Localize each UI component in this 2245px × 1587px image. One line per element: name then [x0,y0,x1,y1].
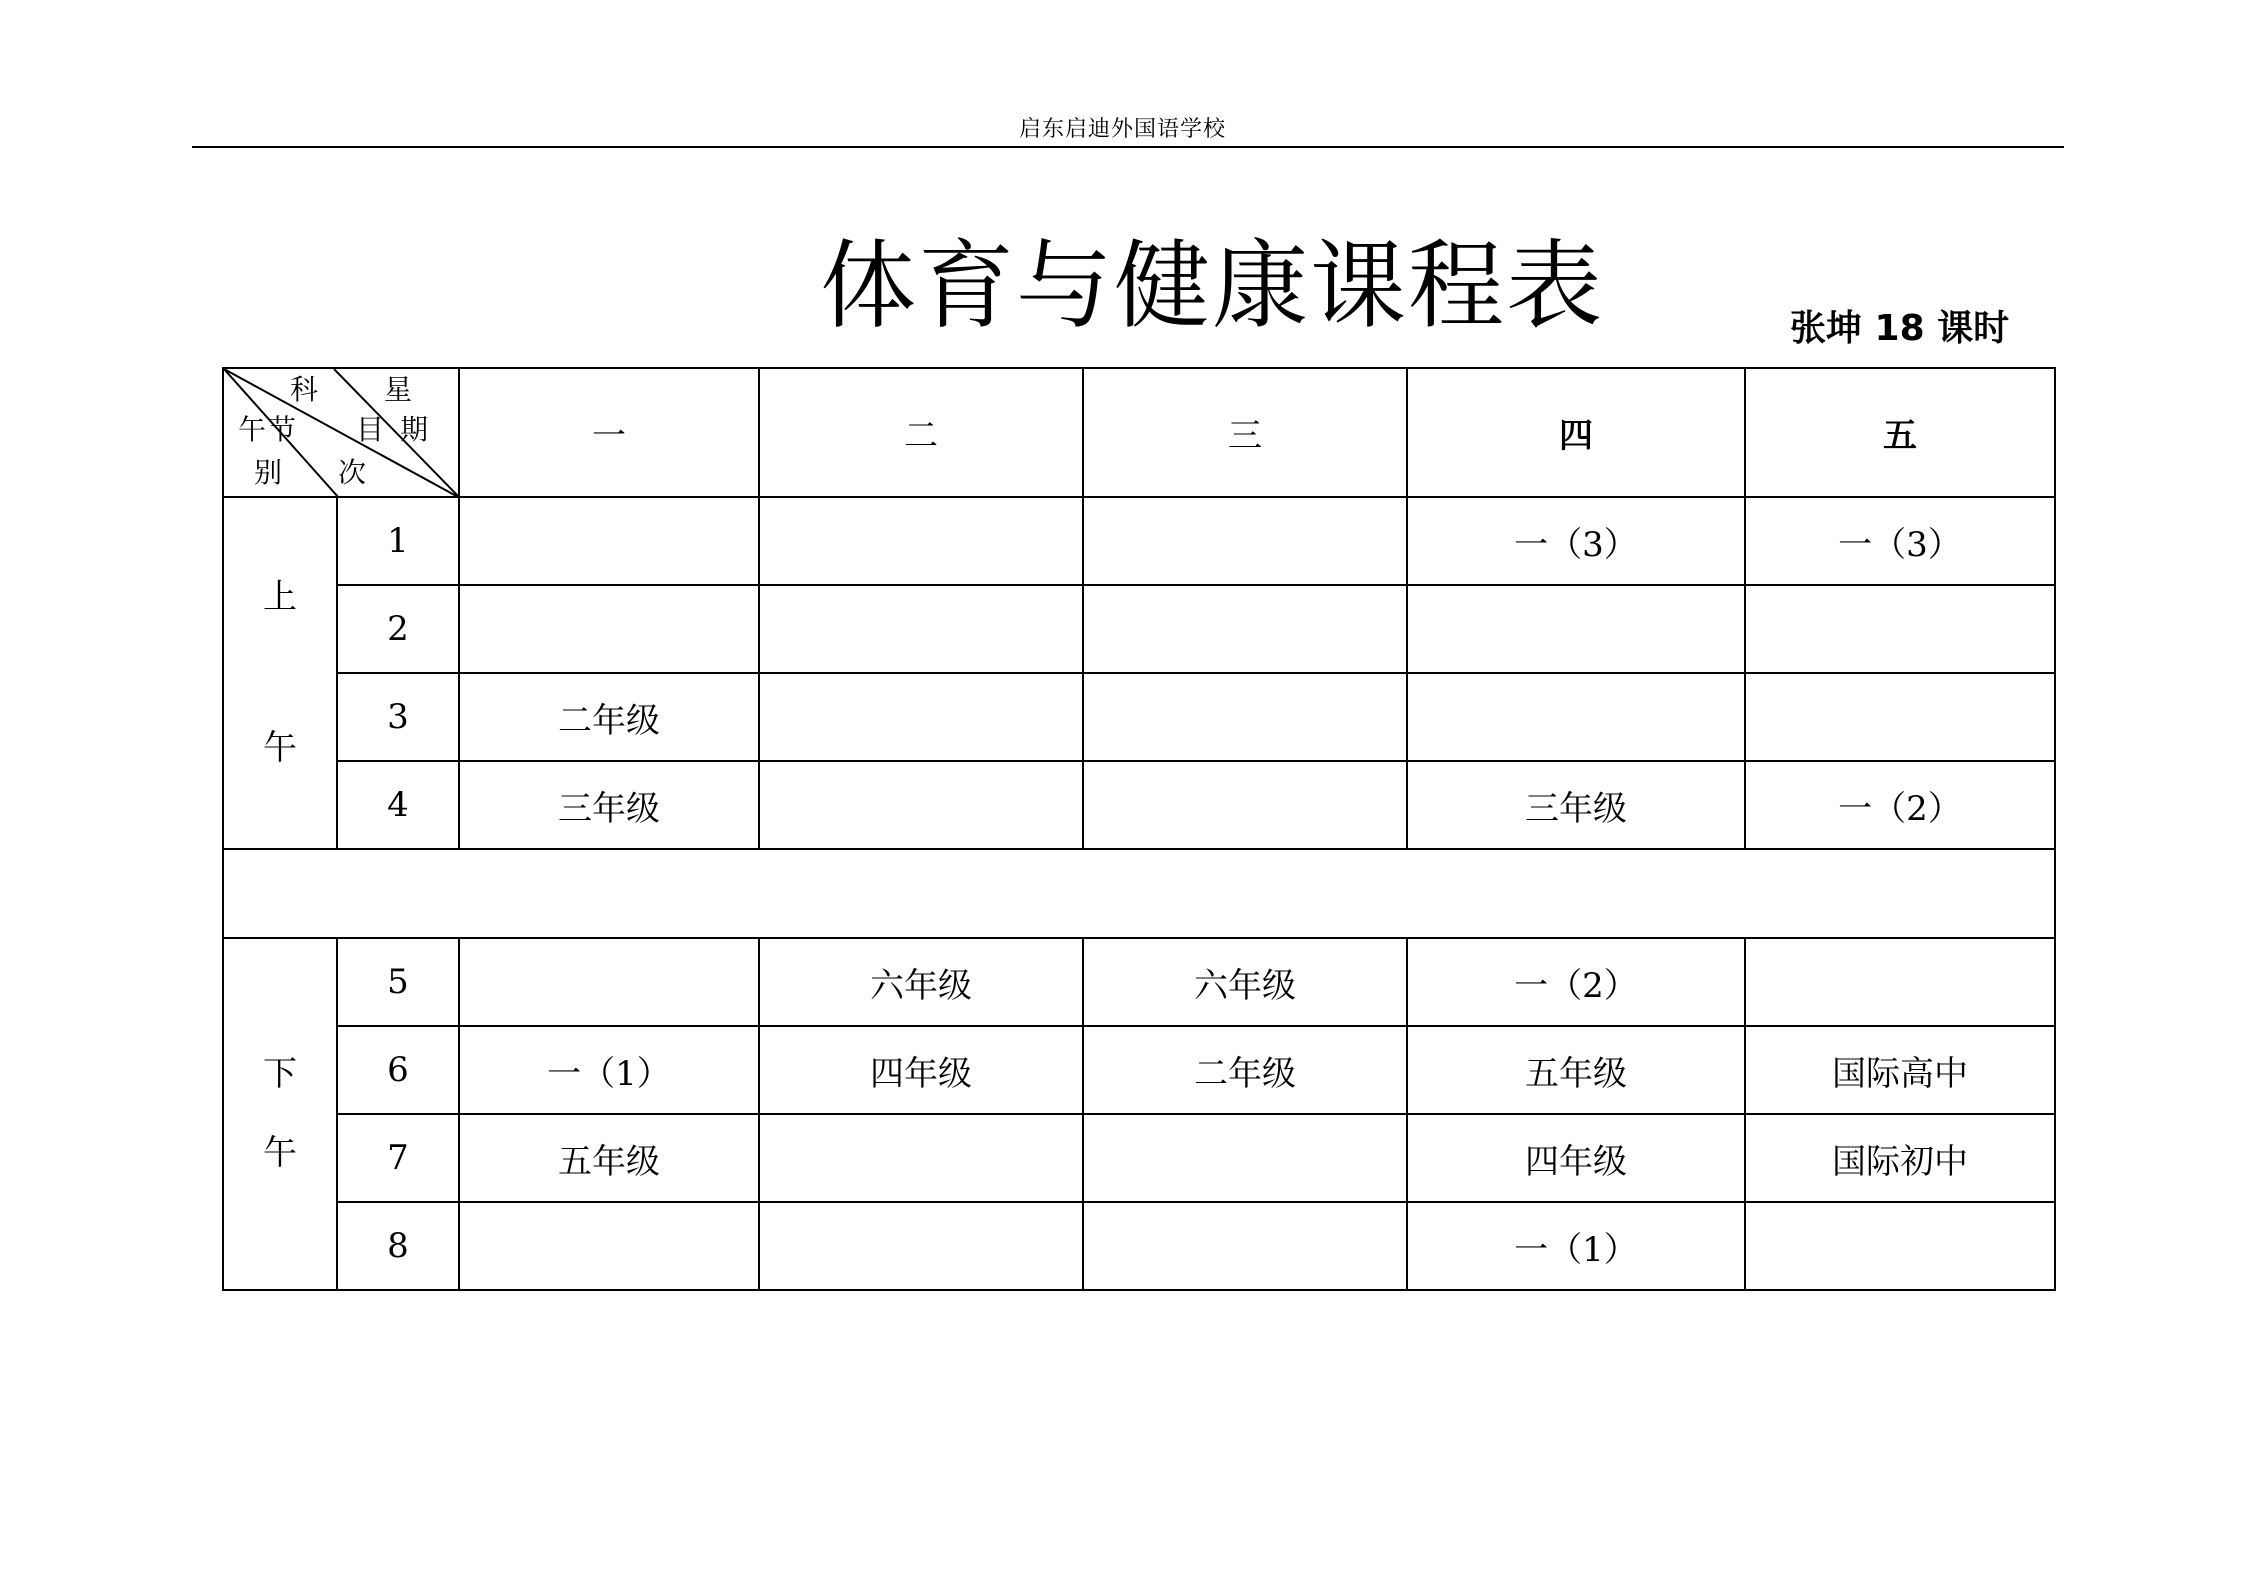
corner-label-jie: 节 [268,413,297,446]
schedule-cell: 四年级 [759,1026,1083,1114]
schedule-cell [1083,1114,1407,1202]
schedule-cell: 三年级 [459,761,759,849]
afternoon-label [223,938,337,1290]
period-number: 7 [337,1114,459,1202]
schedule-cell: 一（2） [1407,938,1745,1026]
schedule-cell [759,673,1083,761]
schedule-cell: 四年级 [1407,1114,1745,1202]
morning-label [223,497,337,849]
schedule-table [222,367,2056,1291]
schedule-cell: 六年级 [759,938,1083,1026]
schedule-cell [1083,673,1407,761]
day-header-wed: 三 [1083,368,1407,497]
corner-label-ci: 次 [338,456,367,489]
schedule-cell [1745,938,2055,1026]
schedule-cell: 国际初中 [1745,1114,2055,1202]
schedule-cell: 一（1） [459,1026,759,1114]
afternoon-label-char-1: 下 [263,1054,297,1095]
table-row [223,761,2055,849]
schedule-cell: 六年级 [1083,938,1407,1026]
schedule-cell: 一（2） [1745,761,2055,849]
corner-label-xing: 星 [384,373,413,406]
corner-label-qi: 期 [400,413,429,446]
corner-cell [223,368,459,497]
schedule-cell [1407,673,1745,761]
day-header-fri: 五 [1745,368,2055,497]
page-title: 体育与健康课程表 [820,230,1604,342]
table-row [223,1026,2055,1114]
schedule-cell [1083,1202,1407,1290]
day-header-tue: 二 [759,368,1083,497]
schedule-cell [759,1114,1083,1202]
morning-label-char-1: 上 [263,577,297,618]
day-header-thu: 四 [1407,368,1745,497]
period-number: 4 [337,761,459,849]
table-row [223,497,2055,585]
schedule-cell: 五年级 [1407,1026,1745,1114]
schedule-cell [459,585,759,673]
period-number: 5 [337,938,459,1026]
school-header: 启东启迪外国语学校 [1018,117,1226,142]
schedule-cell [1745,673,2055,761]
schedule-cell [459,497,759,585]
table-row [223,1114,2055,1202]
corner-label-bie: 别 [254,456,283,489]
schedule-cell: 五年级 [459,1114,759,1202]
break-row [223,849,2055,938]
schedule-cell: 国际高中 [1745,1026,2055,1114]
period-number: 6 [337,1026,459,1114]
schedule-cell: 二年级 [459,673,759,761]
schedule-cell [759,497,1083,585]
break-cell [223,849,2055,938]
table-row [223,1202,2055,1290]
schedule-cell [1083,497,1407,585]
schedule-cell [1745,585,2055,673]
schedule-cell [759,1202,1083,1290]
day-header-mon: 一 [459,368,759,497]
schedule-cell [1407,585,1745,673]
table-row [223,673,2055,761]
corner-label-wu: 午 [238,413,267,446]
schedule-cell [459,1202,759,1290]
schedule-cell: 一（3） [1745,497,2055,585]
table-row [223,938,2055,1026]
period-number: 3 [337,673,459,761]
schedule-cell: 一（1） [1407,1202,1745,1290]
schedule-cell [459,938,759,1026]
period-number: 8 [337,1202,459,1290]
corner-label-mu: 目 [356,413,385,446]
header-rule [192,146,2064,148]
schedule-cell [759,585,1083,673]
schedule-cell: 三年级 [1407,761,1745,849]
schedule-cell: 二年级 [1083,1026,1407,1114]
morning-label-char-2: 午 [263,728,297,768]
afternoon-label-char-2: 午 [263,1133,297,1173]
period-number: 1 [337,497,459,585]
table-row [223,585,2055,673]
schedule-cell [1083,585,1407,673]
teacher-info: 张坤 18 课时 [1790,308,2010,349]
schedule-cell [1745,1202,2055,1290]
corner-label-ke: 科 [290,373,319,406]
period-number: 2 [337,585,459,673]
schedule-cell [759,761,1083,849]
schedule-cell [1083,761,1407,849]
header-row [223,368,2055,497]
schedule-cell: 一（3） [1407,497,1745,585]
